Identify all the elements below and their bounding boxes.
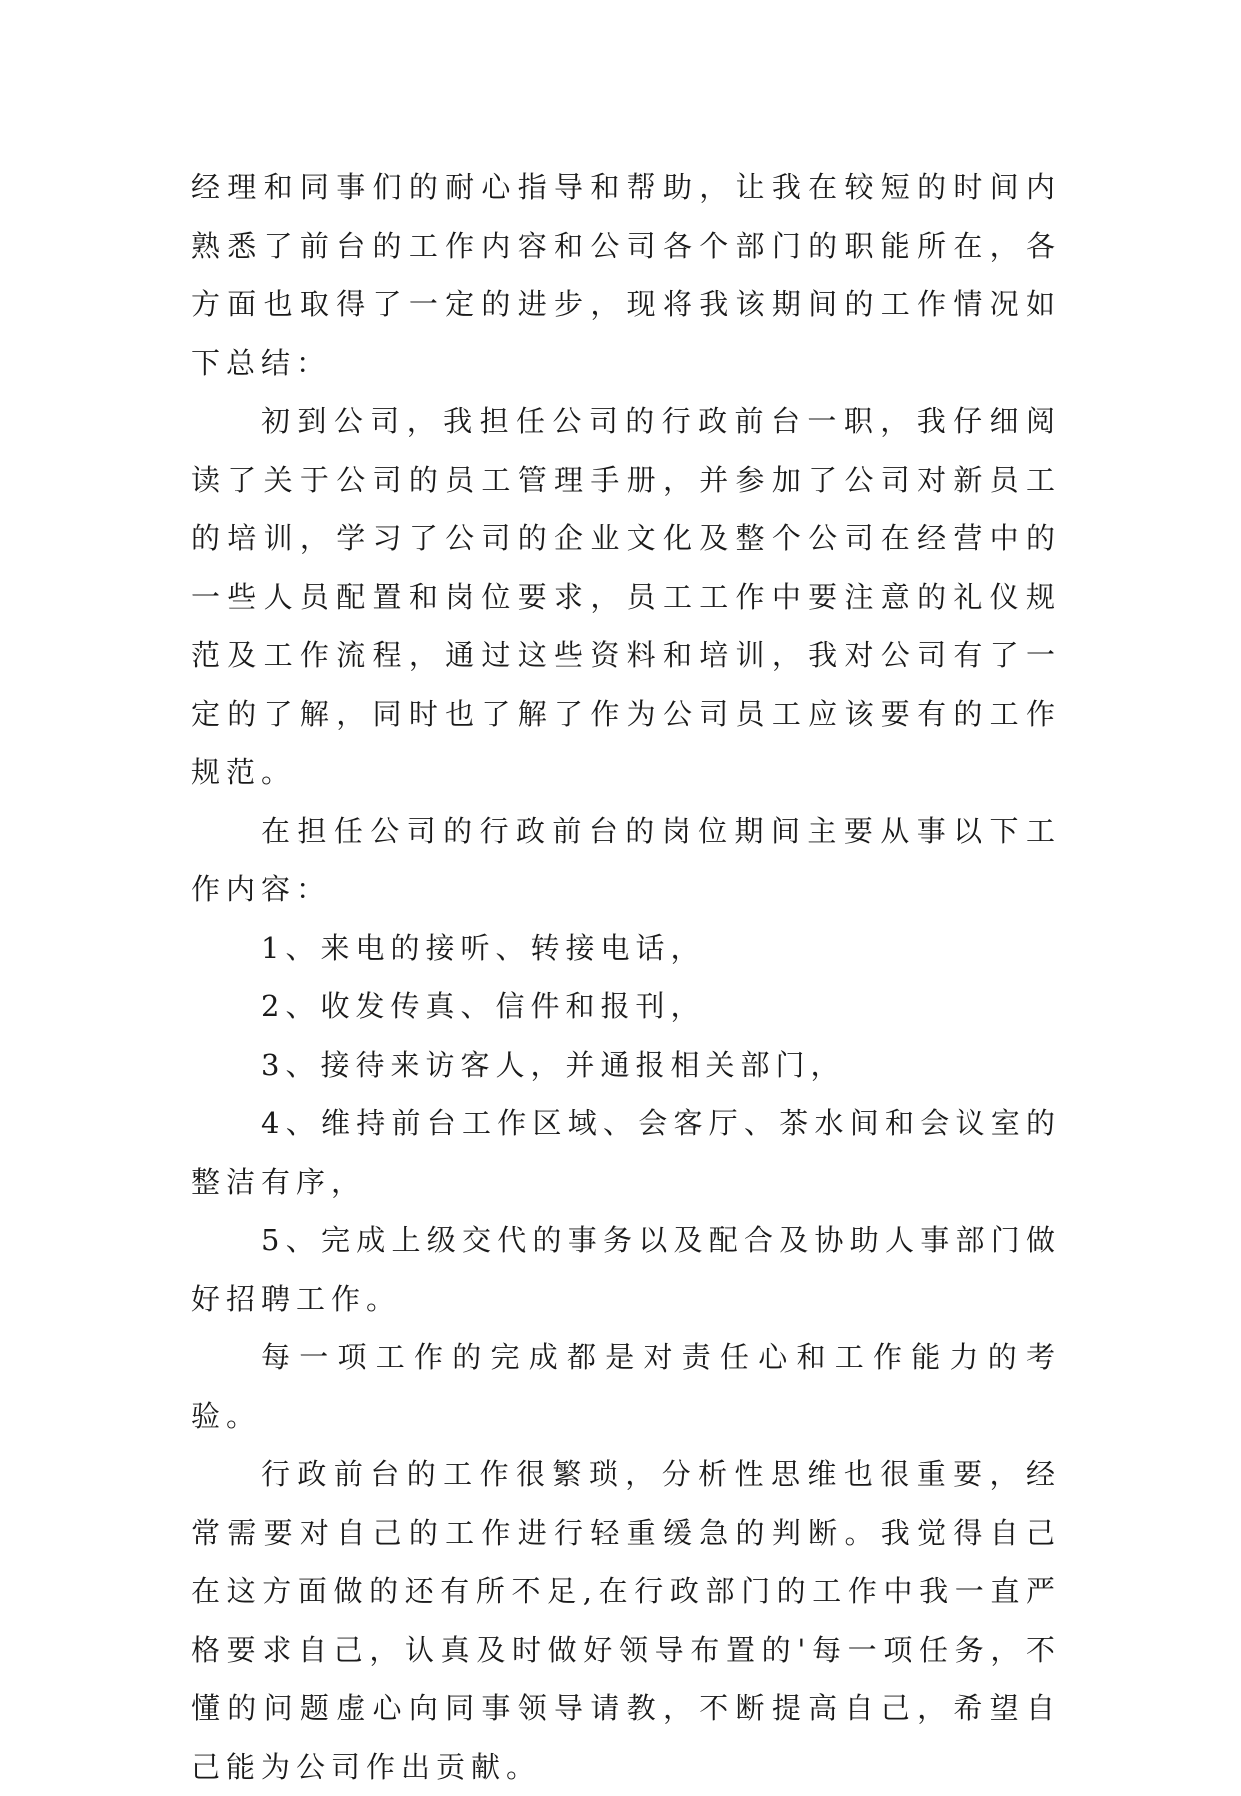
paragraph-2: 初到公司，我担任公司的行政前台一职，我仔细阅读了关于公司的员工管理手册，并参加了公司对新员工的培训，学习了公司的企业文化及整个公司在经营中的一些人员配置和岗位要求，员工工作中要注意的礼仪规范及工作流程，通过这些资料和培训，我对公司有了一定的了解，同时也了解了作为公司员工应该要有的工作规范。 [191, 404, 1061, 789]
paragraph-4: 每一项工作的完成都是对责任心和工作能力的考验。 [191, 1340, 1061, 1433]
list-item-3: 3、接待来访客人，并通报相关部门， [261, 1047, 846, 1082]
list-item-2: 2、收发传真、信件和报刊， [261, 989, 706, 1023]
list-item-1: 1、来电的接听、转接电话， [261, 930, 706, 965]
paragraph-5: 行政前台的工作很繁琐，分析性思维也很重要，经常需要对自己的工作进行轻重缓急的判断。我觉得自己在这方面做的还有所不足,在行政部门的工作中我一直严格要求自己，认真及时做好领导布置的'每一项任务，不懂的问题虚心向同事领导请教，不断提高自己，希望自己能为公司作出贡献。 [191, 1457, 1061, 1784]
paragraph-1: 经理和同事们的耐心指导和帮助，让我在较短的时间内熟悉了前台的工作内容和公司各个部门的职能所在，各方面也取得了一定的进步，现将我该期间的工作情况如下总结： [191, 170, 1061, 380]
document-body [191, 158, 1061, 1796]
list-item-5: 5、完成上级交代的事务以及配合及协助人事部门做好招聘工作。 [191, 1223, 1061, 1316]
list-item-4: 4、维持前台工作区域、会客厅、茶水间和会议室的整洁有序， [191, 1106, 1061, 1199]
paragraph-3: 在担任公司的行政前台的岗位期间主要从事以下工作内容： [191, 813, 1061, 906]
